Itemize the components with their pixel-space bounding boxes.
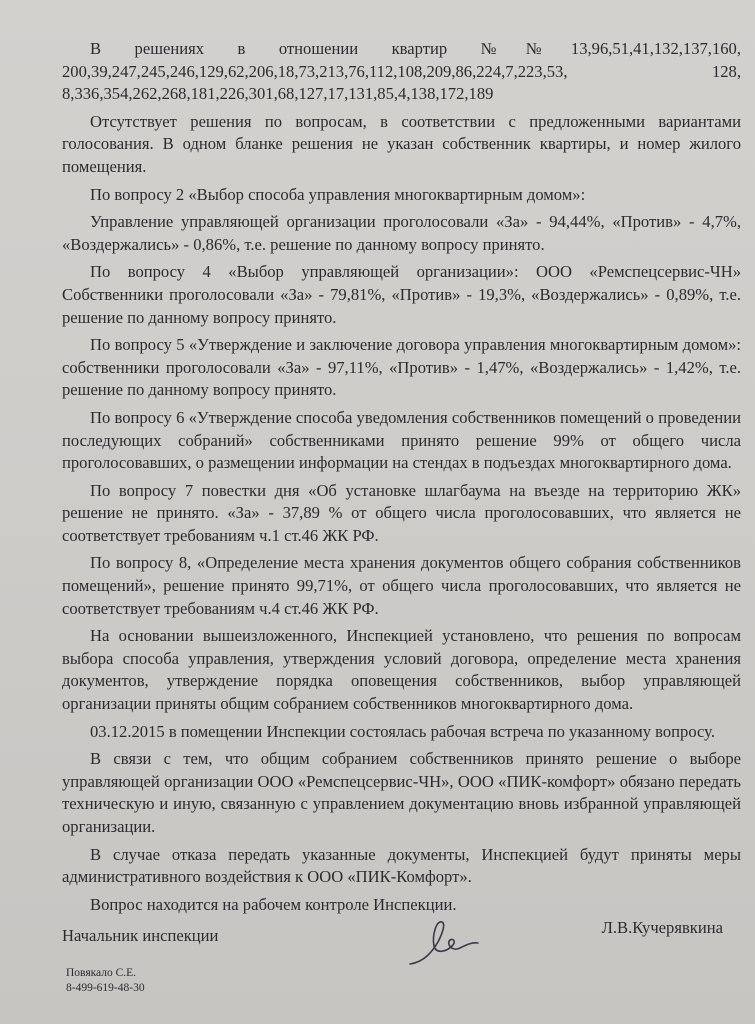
paragraph-missing-decisions: Отсутствует решения по вопросам, в соответствии с предложенными вариантами голосования. В одном бланке решения не указан собственник квартиры, и номер жилого помещения.	[62, 111, 741, 176]
executor-info	[66, 966, 145, 996]
signer-name: Л.В.Кучерявкина	[601, 918, 723, 937]
signature-block	[62, 916, 741, 976]
paragraph-question-2: По вопросу 2 «Выбор способа управления многоквартирным домом»:	[90, 184, 586, 204]
paragraph-question-4: По вопросу 4 «Выбор управляющей организации»: ООО «Ремспецсервис-ЧН» Собственники проголосовали «За» - 79,81%, «Против» - 19,3%, «Воздержались» - 0,89%, т.е. решение по данному вопросу принято.	[62, 262, 741, 327]
paragraph-conclusion: На основании вышеизложенного, Инспекцией установлено, что решения по вопросам выбора способа управления, утверждения условий договора, определение места хранения документов, утверждение порядка оповещения собственников, выбор управляющей организации приняты общим собранием собственников многоквартирного дома.	[62, 626, 741, 714]
paragraph-question-5: По вопросу 5 «Утверждение и заключение договора управления многоквартирным домом»: собственники проголосовали «За» - 97,11%, «Против» - 1,47%, «Воздержались» - 1,42%, т.е. решение по данному вопросу принято.	[62, 335, 741, 400]
handwritten-signature	[402, 912, 492, 972]
signer-title: Начальник инспекции	[62, 926, 219, 945]
paragraph-meeting: 03.12.2015 в помещении Инспекции состоялась рабочая встреча по указанному вопросу.	[90, 721, 715, 741]
paragraph-refusal-measures: В случае отказа передать указанные документы, Инспекцией будут приняты меры административного воздействия к ООО «ПИК-Комфорт».	[62, 844, 741, 887]
paragraph-question-8: По вопросу 8, «Определение места хранения документов общего собрания собственников помещений», решение принято 99,71%, от общего числа проголосовавших, что является не соответствует требованиям ч.4 ст.46 ЖК РФ.	[62, 553, 741, 618]
paragraph-transfer-obligation: В связи с тем, что общим собранием собственников принято решение о выборе управляющей организации ООО «Ремспецсервис-ЧН», ООО «ПИК-комфорт» обязано передать техническую и иную, связанную с управлением документацию вновь избранной управляющей организации.	[62, 749, 741, 836]
paragraph-question-6: По вопросу 6 «Утверждение способа уведомления собственников помещений о проведении последующих собраний» собственниками принято решение 99% от общего числа проголосовавших, о размещении информации на стендах в подъездах многоквартирного дома.	[62, 407, 741, 473]
executor-phone: 8-499-619-48-30	[66, 982, 145, 994]
paragraph-question-7: По вопросу 7 повестки дня «Об установке шлагбаума на въезде на территорию ЖК» решение не принято. «За» - 37,89 % от общего числа проголосовавших, что является не соответствует требованиям ч.1 ст.46 ЖК РФ.	[62, 480, 741, 545]
paragraph-question-2-result: Управление управляющей организации проголосовали «За» - 94,44%, «Против» - 4,7%, «Воздержались» - 0,86%, т.е. решение по данному вопросу принято.	[62, 212, 741, 254]
paragraph-control: Вопрос находится на рабочем контроле Инспекции.	[90, 894, 457, 914]
document-body	[62, 38, 741, 916]
paragraph-apartments: В решениях в отношении квартир №№13,96,51,41,132,137,160, 200,39,247,245,246,129,62,206,18,73,213,76,112,108,209,86,224,7,223,53, 128, 8,336,354,262,268,181,226,301,68,127,17,131,85,4,138,172,189	[62, 39, 741, 104]
executor-name: Повякало С.Е.	[66, 967, 137, 979]
